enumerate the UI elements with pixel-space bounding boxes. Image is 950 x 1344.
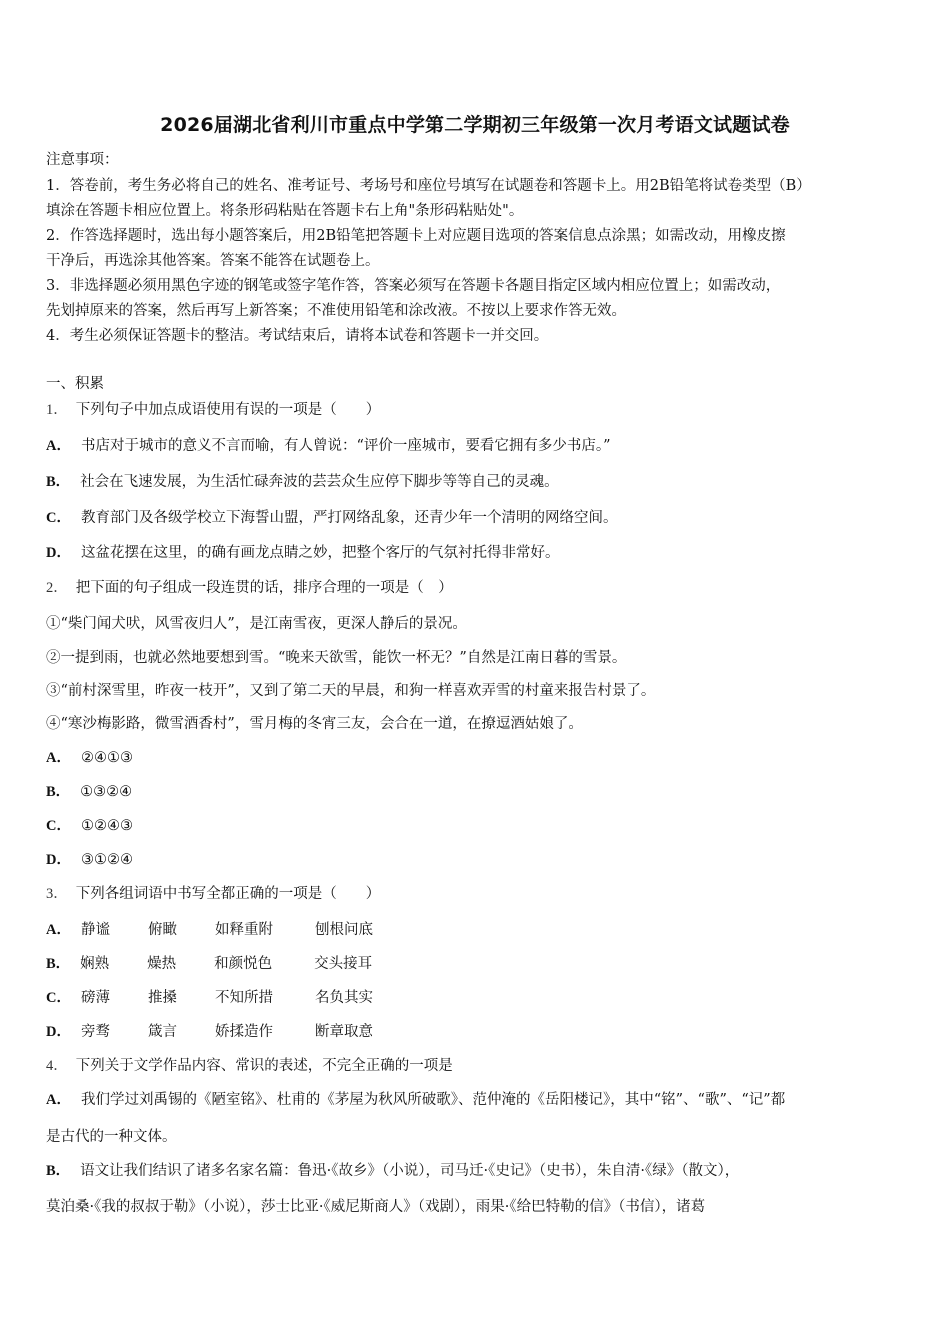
option-word: 箴言 — [147, 1024, 177, 1040]
option-text: 语文让我们结识了诸多名家名篇：鲁迅·《故乡》（小说），司马迁·《史记》（史书），朱自清·《绿》（散文）， — [80, 1163, 740, 1179]
option-letter: C． — [46, 510, 71, 526]
q3-option-c — [46, 988, 908, 1008]
notice-line: 1．答卷前，考生务必将自己的姓名、准考证号、考场号和座位号填写在试题卷和答题卡上。用2B铅笔将试卷类型（B） — [46, 178, 811, 194]
q1-option-c — [46, 508, 908, 528]
option-text: 社会在飞速发展，为生活忙碌奔波的芸芸众生应停下脚步等等自己的灵魂。 — [80, 474, 559, 490]
question-text: 下列关于文学作品内容、常识的表述，不完全正确的一项是 — [75, 1058, 453, 1074]
q1-option-b — [46, 472, 908, 492]
option-word: 娴熟 — [80, 956, 110, 972]
q4-option-b-line2: 莫泊桑·《我的叔叔于勒》（小说），莎士比亚·《威尼斯商人》（戏剧），雨果·《给巴特勒的信》（书信），诸葛 — [46, 1199, 706, 1215]
notice-line: 填涂在答题卡相应位置上。将条形码粘贴在答题卡右上角"条形码粘贴处"。 — [46, 203, 524, 219]
option-text: ③①②④ — [80, 852, 133, 868]
option-word: 如释重附 — [214, 922, 273, 938]
question-1-stem — [46, 400, 908, 420]
q2-option-a — [46, 748, 908, 768]
q2-option-b — [46, 782, 908, 802]
q1-option-a — [46, 436, 908, 456]
option-text: 书店对于城市的意义不言而喻，有人曾说：“评价一座城市，要看它拥有多少书店。” — [80, 438, 611, 454]
q4-option-b-line1 — [46, 1161, 908, 1181]
option-letter: B． — [46, 956, 71, 972]
exam-title: 2026届湖北省利川市重点中学第二学期初三年级第一次月考语文试题试卷 — [160, 114, 790, 136]
option-letter: A． — [46, 1092, 71, 1108]
option-text: ②④①③ — [80, 750, 133, 766]
q3-option-d — [46, 1022, 908, 1042]
notice-line: 先划掉原来的答案，然后再写上新答案；不准使用铅笔和涂改液。不按以上要求作答无效。 — [46, 303, 626, 319]
q4-option-a-line2: 是古代的一种文体。 — [46, 1129, 177, 1145]
option-letter: D． — [46, 852, 71, 868]
option-word: 名负其实 — [314, 990, 373, 1006]
question-2-stem — [46, 578, 908, 598]
option-letter: A． — [46, 438, 71, 454]
option-text: 我们学过刘禹锡的《陋室铭》、杜甫的《茅屋为秋风所破歌》、范仲淹的《岳阳楼记》，其中“铭”、“歌”、“记”都 — [80, 1092, 786, 1108]
option-letter: B． — [46, 474, 71, 490]
section-heading: 一、积累 — [46, 376, 104, 392]
notice-line: 2．作答选择题时，选出每小题答案后，用2B铅笔把答题卡上对应题目选项的答案信息点涂黑；如需改动，用橡皮擦 — [46, 228, 786, 244]
question-number: 4． — [46, 1058, 68, 1074]
option-letter: D． — [46, 545, 71, 561]
option-text: ①②④③ — [80, 818, 133, 834]
option-word: 和颜悦色 — [214, 956, 273, 972]
q2-sentence: ③“前村深雪里，昨夜一枝开”，又到了第二天的早晨，和狗一样喜欢弄雪的村童来报告村景了。 — [46, 683, 656, 699]
question-text: 下列各组词语中书写全都正确的一项是（ ） — [75, 886, 381, 902]
question-number: 3． — [46, 886, 68, 902]
option-word: 娇揉造作 — [214, 1024, 273, 1040]
option-word: 刨根问底 — [314, 922, 373, 938]
q2-option-d — [46, 850, 908, 870]
option-word: 推搡 — [147, 990, 177, 1006]
option-word: 静谧 — [80, 922, 110, 938]
question-3-stem — [46, 884, 908, 904]
option-word: 磅薄 — [80, 990, 110, 1006]
option-word: 燥热 — [147, 956, 177, 972]
q2-sentence: ②一提到雨，也就必然地要想到雪。“晚来天欲雪，能饮一杯无？”自然是江南日暮的雪景。 — [46, 650, 627, 666]
notice-line: 3．非选择题必须用黑色字迹的钢笔或签字笔作答，答案必须写在答题卡各题目指定区域内相应位置上；如需改动， — [46, 278, 781, 294]
question-4-stem — [46, 1056, 908, 1076]
option-letter: B． — [46, 784, 71, 800]
notice-line: 4．考生必须保证答题卡的整洁。考试结束后，请将本试卷和答题卡一并交回。 — [46, 328, 549, 344]
q2-option-c — [46, 816, 908, 836]
notice-line: 干净后，再选涂其他答案。答案不能答在试题卷上。 — [46, 253, 380, 269]
q1-option-d — [46, 543, 908, 563]
option-word: 断章取意 — [314, 1024, 373, 1040]
option-word: 交头接耳 — [314, 956, 373, 972]
option-letter: C． — [46, 990, 71, 1006]
option-word: 旁骛 — [80, 1024, 110, 1040]
question-text: 把下面的句子组成一段连贯的话，排序合理的一项是（ ） — [75, 580, 453, 596]
notice-heading: 注意事项： — [46, 152, 119, 168]
option-letter: C． — [46, 818, 71, 834]
question-number: 2． — [46, 580, 68, 596]
option-letter: B． — [46, 1163, 71, 1179]
option-text: ①③②④ — [80, 784, 133, 800]
option-word: 俯瞰 — [147, 922, 177, 938]
question-text: 下列句子中加点成语使用有误的一项是（ ） — [75, 402, 381, 418]
q4-option-a-line1 — [46, 1090, 908, 1110]
option-text: 这盆花摆在这里，的确有画龙点睛之妙，把整个客厅的气氛衬托得非常好。 — [80, 545, 560, 561]
option-text: 教育部门及各级学校立下海誓山盟，严打网络乱象，还青少年一个清明的网络空间。 — [80, 510, 618, 526]
q3-option-b — [46, 954, 908, 974]
option-letter: A． — [46, 922, 71, 938]
q2-sentence: ①“柴门闻犬吠，风雪夜归人”，是江南雪夜，更深人静后的景况。 — [46, 616, 467, 632]
question-number: 1． — [46, 402, 68, 418]
q2-sentence: ④“寒沙梅影路，微雪酒香村”，雪月梅的冬宵三友，会合在一道，在撩逗酒姑娘了。 — [46, 716, 583, 732]
option-word: 不知所措 — [214, 990, 273, 1006]
option-letter: A． — [46, 750, 71, 766]
option-letter: D． — [46, 1024, 71, 1040]
q3-option-a — [46, 920, 908, 940]
